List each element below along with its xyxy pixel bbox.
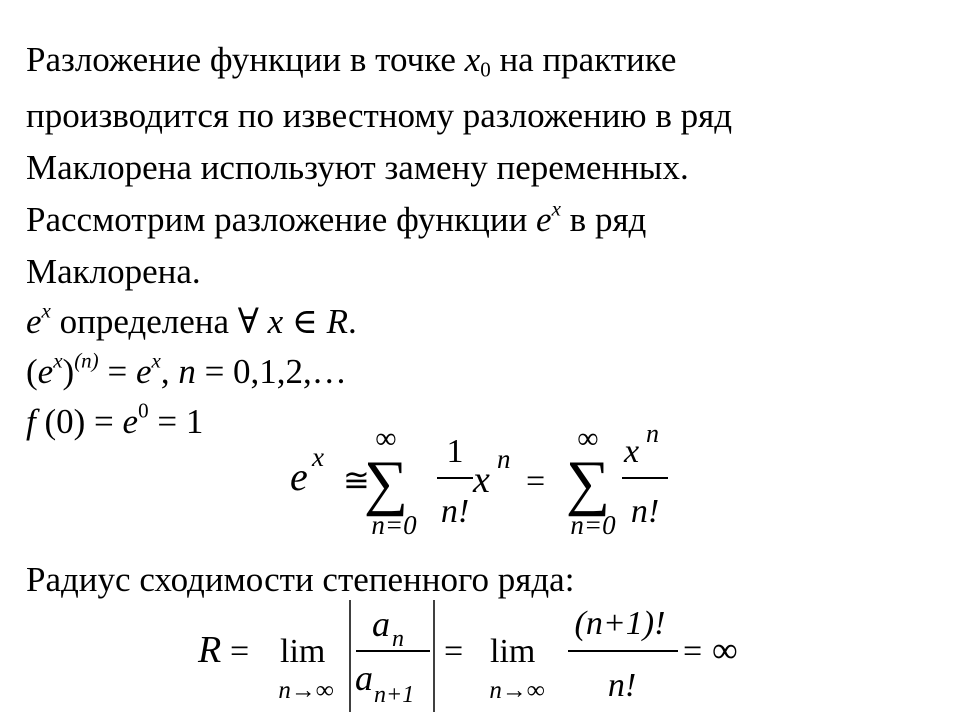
- series-formula: [290, 419, 668, 540]
- limit-2: lim: [490, 633, 536, 670]
- x0-subscript: 0: [480, 57, 491, 82]
- text-line-2: производится по известному разложению в ряд: [26, 96, 733, 135]
- series-equals: =: [526, 463, 546, 500]
- series-x: x: [473, 459, 490, 501]
- sum1-sigma: ∑: [363, 449, 409, 517]
- equals: =: [98, 352, 136, 391]
- paren-close: ): [62, 352, 75, 391]
- exp-base: e: [122, 402, 139, 441]
- period: .: [348, 302, 357, 341]
- exp-power: x: [53, 348, 63, 373]
- sum2-upper: ∞: [577, 422, 599, 455]
- line4-text: Рассмотрим разложение функции: [26, 200, 537, 239]
- coef-numerator-subscript: n: [392, 626, 404, 652]
- derivative-order: (n): [74, 348, 99, 373]
- radius-formula: [197, 600, 738, 712]
- limit-1-subscript: n→∞: [278, 677, 334, 704]
- fraction2-numerator-x: x: [624, 433, 640, 470]
- sum2-sigma: ∑: [565, 449, 611, 517]
- radius-heading: Радиус сходимости степенного ряда:: [26, 560, 575, 599]
- radius-result-infinity: ∞: [712, 630, 738, 670]
- factorial-denominator: n!: [607, 667, 637, 704]
- exp-base: e: [135, 352, 152, 391]
- radius-equals-3: =: [683, 633, 703, 670]
- exp-power: x: [551, 196, 561, 221]
- sum1-upper: ∞: [375, 422, 397, 455]
- equals-one: = 1: [148, 402, 204, 441]
- fraction1-numerator: 1: [446, 433, 464, 470]
- limit-2-subscript: n→∞: [489, 677, 545, 704]
- sum1-lower: n=0: [371, 510, 417, 540]
- radius-R: R: [198, 629, 222, 671]
- line1-text: Разложение функции в точке: [26, 40, 465, 79]
- exp-power: x: [41, 298, 51, 323]
- exp-power: 0: [138, 398, 149, 423]
- x0-variable: x: [464, 40, 481, 79]
- forall-symbol: ∀: [237, 302, 259, 341]
- series-x-exponent: n: [497, 444, 511, 474]
- limit-1: lim: [280, 633, 326, 670]
- exp-base: e: [37, 352, 54, 391]
- fraction2-denominator: n!: [630, 493, 660, 530]
- approx-symbol: ≅: [343, 462, 370, 498]
- element-of-symbol: ∈: [283, 302, 327, 341]
- line1-text-end: на практике: [490, 40, 677, 79]
- series-e-exponent: x: [312, 442, 324, 472]
- exp-base: e: [536, 200, 552, 239]
- line6-text: определена: [50, 302, 238, 341]
- fraction1-denominator: n!: [440, 493, 470, 530]
- coef-numerator: a: [372, 604, 390, 644]
- sum2-lower: n=0: [570, 510, 616, 540]
- coef-denominator: a: [355, 658, 373, 698]
- n-variable: n: [178, 352, 196, 391]
- fraction2-numerator-exponent: n: [646, 419, 659, 448]
- line4-text-end: в ряд: [560, 200, 647, 239]
- radius-equals-2: =: [444, 633, 464, 670]
- real-set: R: [326, 302, 349, 341]
- radius-equals-1: =: [230, 633, 250, 670]
- paren-open: (: [26, 352, 38, 391]
- comma: ,: [160, 352, 179, 391]
- exp-power: x: [151, 348, 161, 373]
- series-e: e: [290, 454, 308, 499]
- n-values: = 0,1,2,…: [195, 352, 347, 391]
- x-variable: x: [267, 302, 284, 341]
- text-line-3: Маклорена используют замену переменных.: [26, 148, 689, 187]
- f-argument: (0) =: [35, 402, 123, 441]
- coef-denominator-subscript: n+1: [374, 682, 415, 708]
- function-f: f: [26, 402, 36, 441]
- text-line-5: Маклорена.: [26, 252, 201, 291]
- exp-base: e: [26, 302, 42, 341]
- factorial-numerator: (n+1)!: [574, 605, 666, 642]
